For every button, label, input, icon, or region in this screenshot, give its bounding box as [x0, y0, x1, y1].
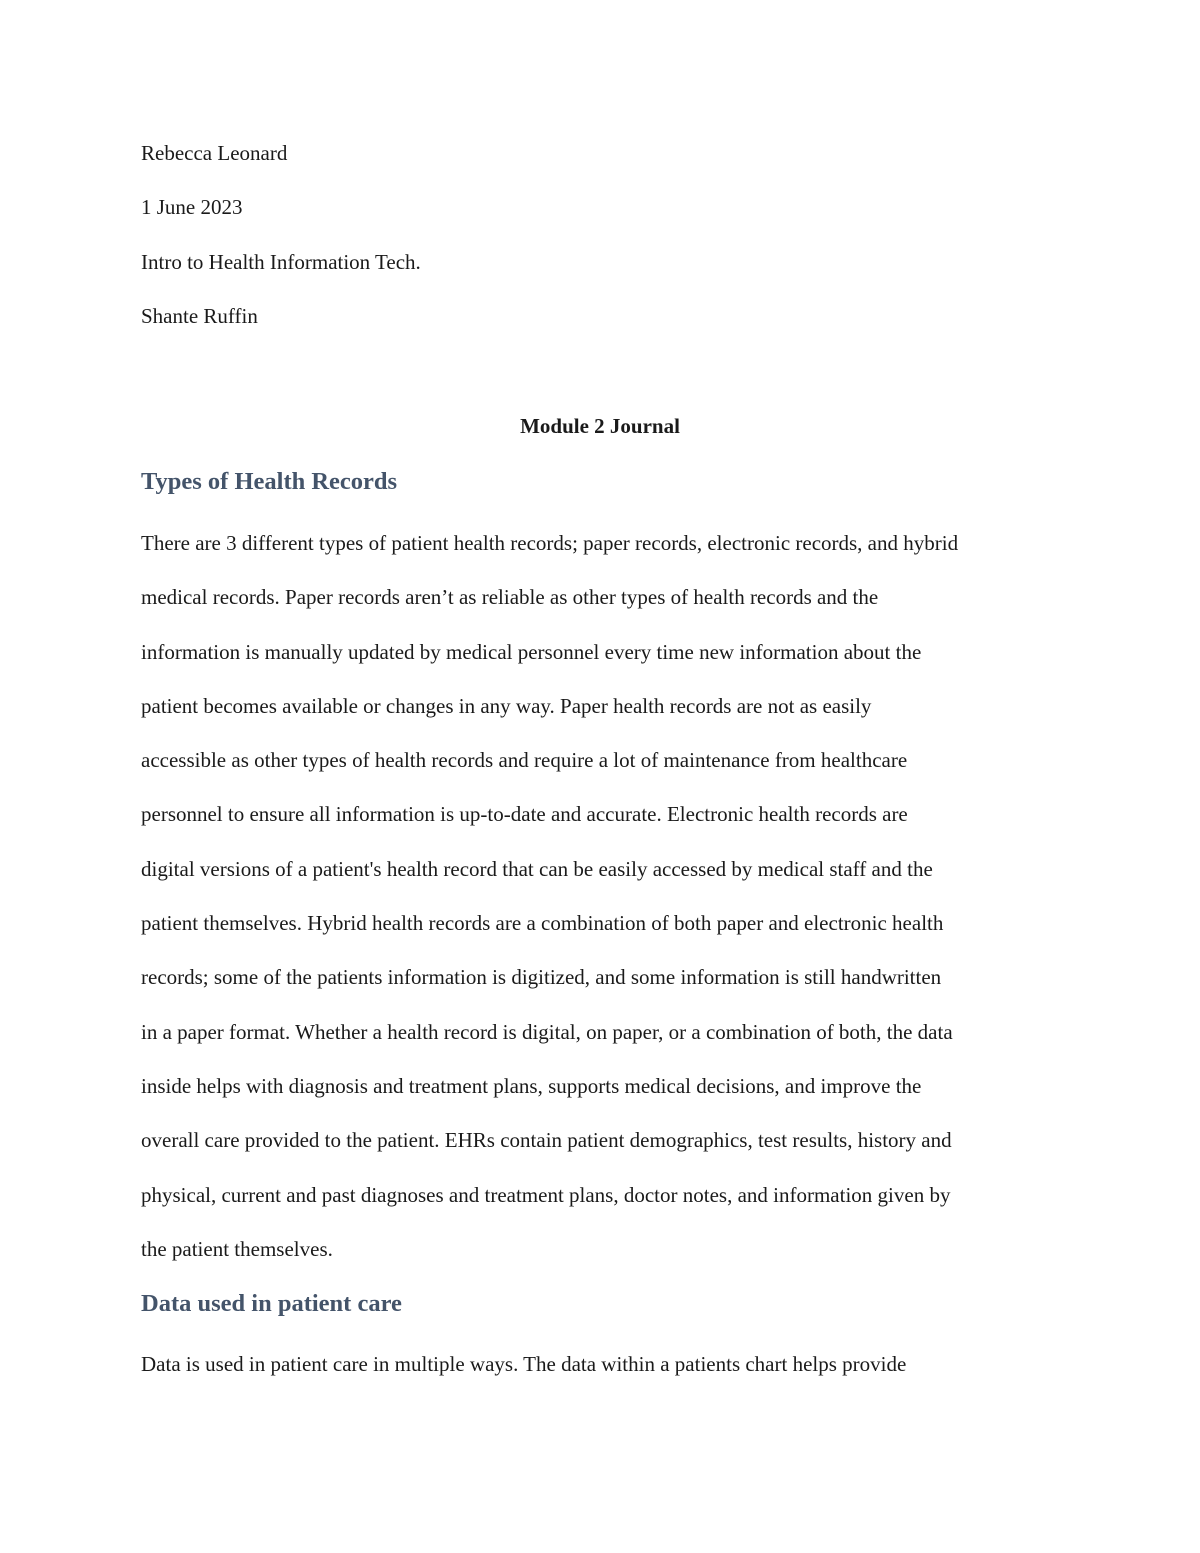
body-line: records; some of the patients information is digitized, and some information is still handwritten	[141, 965, 942, 990]
document-title: Module 2 Journal	[520, 414, 680, 438]
body-line: inside helps with diagnosis and treatment plans, supports medical decisions, and improve the	[141, 1073, 922, 1098]
body-line: Data is used in patient care in multiple ways. The data within a patients chart helps provide	[141, 1352, 907, 1376]
body-line: the patient themselves.	[141, 1236, 333, 1261]
section-heading-data-used-in-patient-care: Data used in patient care	[141, 1290, 402, 1317]
body-line: overall care provided to the patient. EHRs contain patient demographics, test results, history and	[141, 1128, 952, 1153]
body-line: patient themselves. Hybrid health records are a combination of both paper and electronic health	[141, 911, 944, 936]
body-line: There are 3 different types of patient health records; paper records, electronic records, and hybrid	[141, 531, 959, 555]
body-line: digital versions of a patient's health record that can be easily accessed by medical staff and the	[141, 856, 933, 881]
author-name: Rebecca Leonard	[141, 141, 288, 165]
submission-date: 1 June 2023	[141, 195, 243, 220]
body-line: patient becomes available or changes in any way. Paper health records are not as easily	[141, 693, 872, 718]
body-line: medical records. Paper records aren’t as reliable as other types of health records and the	[141, 585, 879, 610]
section-body-data-used-in-patient-care	[141, 1351, 1081, 1405]
body-line: personnel to ensure all information is up-to-date and accurate. Electronic health records are	[141, 802, 908, 827]
body-line: information is manually updated by medical personnel every time new information about the	[141, 639, 922, 664]
section-heading-types-of-health-records: Types of Health Records	[141, 468, 398, 495]
instructor-name: Shante Ruffin	[141, 303, 258, 328]
body-line: in a paper format. Whether a health record is digital, on paper, or a combination of both, the data	[141, 1019, 953, 1044]
body-line: accessible as other types of health records and require a lot of maintenance from healthcare	[141, 748, 908, 773]
body-line: physical, current and past diagnoses and treatment plans, doctor notes, and information given by	[141, 1182, 951, 1207]
section-body-types-of-health-records	[141, 530, 1081, 1290]
document-header	[141, 140, 421, 357]
course-name: Intro to Health Information Tech.	[141, 249, 421, 274]
